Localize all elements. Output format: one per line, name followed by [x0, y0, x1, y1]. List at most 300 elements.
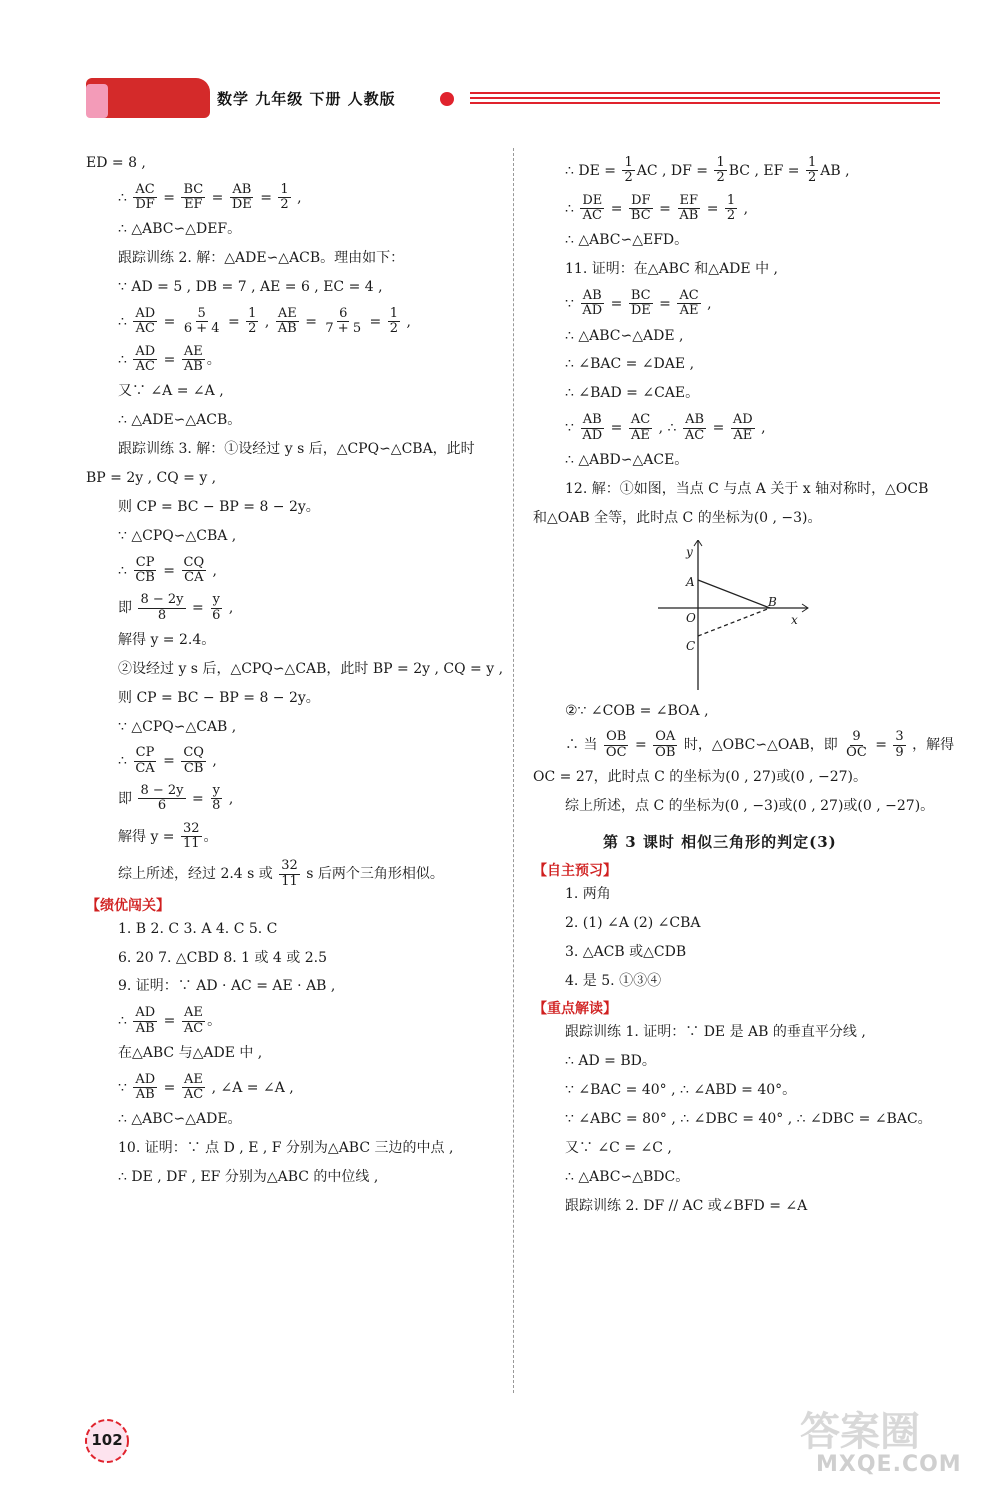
fraction	[844, 730, 869, 760]
text-run: AB ,	[820, 162, 850, 179]
fraction	[893, 730, 905, 760]
fraction-denominator: 2	[280, 197, 289, 213]
fraction-numerator: AB	[232, 181, 252, 197]
text-line	[86, 1110, 506, 1129]
section-heading: 【绩优闯关】	[86, 897, 170, 914]
fraction-numerator: 1	[624, 155, 633, 170]
text-line	[533, 797, 953, 816]
text-line	[86, 1044, 506, 1063]
text-run: =	[187, 790, 209, 807]
fraction	[806, 156, 818, 186]
fraction-numerator: AD	[135, 1071, 156, 1087]
text-line	[86, 411, 506, 430]
text-run: 。	[207, 1013, 222, 1030]
text-line	[86, 220, 506, 239]
text-run: 则 CP = BC − BP = 8 − 2y。	[118, 689, 320, 706]
fraction-denominator: AE	[733, 427, 753, 443]
text-run: ∴	[565, 200, 579, 217]
fraction-numerator: 3	[895, 729, 904, 745]
fraction	[580, 289, 604, 319]
fraction	[580, 413, 604, 443]
fraction	[323, 307, 363, 337]
fraction	[604, 730, 629, 760]
fraction	[246, 307, 258, 337]
fraction-denominator: AC	[135, 321, 155, 337]
text-line	[533, 943, 953, 962]
fraction	[210, 784, 222, 814]
fraction-denominator: 2	[807, 170, 817, 186]
text-line	[86, 382, 506, 401]
text-line	[86, 307, 506, 337]
text-run: 综上所述，经过 2.4 s 或	[118, 866, 278, 883]
text-run: =	[365, 313, 386, 330]
text-run: 。	[206, 351, 221, 368]
fraction-denominator: AE	[679, 303, 699, 319]
text-line	[86, 183, 506, 213]
fraction-numerator: AE	[184, 1071, 203, 1087]
fraction	[133, 1073, 157, 1103]
fraction-denominator: DE	[231, 197, 252, 213]
fraction	[731, 413, 755, 443]
text-run: ∵ ∠ABC = 80° , ∴ ∠DBC = 40° , ∴ ∠DBC = ∠BAC。	[565, 1111, 932, 1128]
fraction-denominator: AB	[135, 1020, 155, 1036]
fraction	[182, 1073, 205, 1103]
fraction-numerator: 9	[852, 729, 861, 745]
fraction-denominator: 6	[157, 798, 167, 814]
fraction-numerator: AC	[630, 412, 651, 428]
graph-label-b: B	[768, 594, 777, 609]
text-run: ∴ ∠BAC = ∠DAE ,	[565, 356, 695, 373]
graph-label-y: y	[686, 544, 693, 559]
text-run: ∵ AD = 5 , DB = 7 , AE = 6 , EC = 4 ,	[118, 279, 383, 296]
text-run: 即	[118, 600, 137, 617]
text-run: ∴ △ABC∽△BDC。	[565, 1168, 690, 1185]
fraction-denominator: AD	[582, 427, 603, 443]
fraction	[230, 183, 254, 213]
fraction-numerator: 1	[248, 306, 257, 322]
fraction-denominator: AE	[631, 427, 650, 443]
fraction-denominator: OC	[846, 744, 867, 760]
text-run: 又∵ ∠A = ∠A ,	[118, 383, 224, 400]
fraction	[133, 307, 157, 337]
text-line	[533, 885, 953, 904]
fraction-numerator: 8 − 2y	[140, 783, 184, 799]
text-line	[86, 1168, 506, 1187]
fraction-numerator: AD	[135, 306, 156, 322]
fraction-denominator: AB	[183, 359, 203, 375]
text-run: ,	[402, 313, 411, 330]
text-line	[86, 859, 506, 889]
fraction	[133, 183, 156, 213]
text-line	[533, 451, 953, 470]
text-run: , ∴	[654, 420, 681, 437]
text-run: ,	[292, 189, 302, 206]
text-line	[86, 977, 506, 996]
text-run: =	[870, 737, 892, 754]
fraction-numerator: 1	[807, 155, 817, 170]
fraction	[133, 1006, 157, 1036]
text-line	[533, 260, 953, 279]
left-column	[86, 150, 506, 1197]
fraction	[276, 307, 299, 337]
text-line	[533, 327, 953, 346]
fraction	[629, 289, 653, 319]
text-run: ②设经过 y s 后，△CPQ∽△CAB，此时 BP = 2y , CQ = y ,	[118, 660, 504, 677]
text-run: ∴	[118, 351, 132, 368]
fraction-numerator: 6	[339, 306, 348, 322]
text-run: 11. 证明：在△ABC 和△ADE 中 ,	[565, 261, 778, 278]
text-run: =	[158, 189, 180, 206]
text-line	[86, 498, 506, 517]
fraction-denominator: CA	[135, 760, 155, 776]
fraction	[210, 593, 222, 623]
text-run: ∵	[565, 295, 579, 312]
fraction-denominator: 2	[248, 321, 257, 337]
text-run: ,	[739, 200, 749, 217]
watermark-logo: 答案圈	[800, 1409, 920, 1455]
text-line	[86, 556, 506, 586]
fraction	[138, 593, 185, 623]
text-run: 则 CP = BC − BP = 8 − 2y。	[118, 498, 320, 515]
fraction	[278, 183, 290, 213]
text-run: =	[159, 313, 180, 330]
text-run: BC , EF =	[728, 162, 804, 179]
fraction	[182, 345, 205, 375]
fraction-numerator: AE	[184, 1005, 203, 1021]
fraction-denominator: 11	[281, 873, 298, 889]
text-run: s 后两个三角形相似。	[301, 866, 444, 883]
section-heading: 【重点解读】	[533, 1001, 617, 1018]
header-tab	[86, 78, 210, 118]
fraction-numerator: AC	[679, 287, 699, 303]
text-line	[533, 702, 953, 721]
graph-label-a: A	[686, 574, 695, 589]
fraction-denominator: CA	[184, 569, 204, 585]
text-run: =	[654, 200, 676, 217]
text-line	[533, 1081, 953, 1100]
text-run: ∴ △ABC∽△DEF。	[118, 221, 242, 238]
fraction-numerator: OB	[606, 729, 627, 745]
header-rule	[470, 92, 940, 107]
fraction-denominator: 8	[157, 607, 167, 623]
text-run: OC = 27，此时点 C 的坐标为(0 , 27)或(0 , −27)。	[533, 768, 867, 785]
page-number-badge	[82, 1416, 132, 1466]
fraction	[622, 156, 634, 186]
fraction	[133, 746, 156, 776]
fraction-denominator: AC	[582, 207, 602, 223]
text-line	[86, 660, 506, 679]
text-line	[533, 194, 953, 224]
fraction-numerator: AB	[582, 412, 602, 428]
fraction-denominator: 2	[726, 207, 736, 223]
text-line	[533, 413, 953, 443]
text-run: 在△ABC 与△ADE 中 ,	[118, 1044, 263, 1061]
text-line	[86, 718, 506, 737]
fraction-denominator: 6 + 4	[183, 321, 220, 337]
fraction-denominator: AB	[135, 1087, 155, 1103]
text-run: ②∵ ∠COB = ∠BOA ,	[565, 702, 709, 719]
watermark-url: MXQE.COM	[816, 1452, 962, 1477]
text-line	[533, 914, 953, 933]
text-run: ,	[207, 753, 217, 770]
fraction-denominator: 8	[212, 798, 221, 814]
text-run: ∴ DE , DF , EF 分别为△ABC 的中位线 ,	[118, 1169, 379, 1186]
text-run: 跟踪训练 3. 解：①设经过 y s 后，△CPQ∽△CBA，此时	[118, 441, 475, 458]
text-line	[86, 746, 506, 776]
text-run: ∴ ∠BAD = ∠CAE。	[565, 385, 700, 402]
fraction-numerator: DF	[631, 192, 651, 208]
fraction-numerator: AD	[135, 1005, 156, 1021]
text-run: ∴ △ABD∽△ACE。	[565, 451, 689, 468]
text-run: ∵ △CPQ∽△CBA ,	[118, 527, 237, 544]
text-line	[86, 440, 506, 459]
fraction-denominator: AD	[582, 303, 603, 319]
text-run: ∵	[565, 420, 579, 437]
text-run: 解得 y =	[118, 828, 179, 845]
text-line	[86, 949, 506, 968]
text-line	[533, 355, 953, 374]
text-run: =	[300, 313, 322, 330]
text-line	[86, 689, 506, 708]
text-line	[533, 1168, 953, 1187]
text-run: 4. 是 5. ①③④	[565, 972, 662, 989]
text-run: ∴	[118, 562, 132, 579]
text-run: 即	[118, 790, 137, 807]
column-divider	[513, 148, 514, 1393]
fraction	[629, 413, 652, 443]
text-run: ∴ △ABC∽△ADE。	[118, 1111, 242, 1128]
fraction-denominator: AC	[135, 359, 155, 375]
fraction-numerator: CQ	[183, 554, 205, 570]
text-run: =	[654, 295, 676, 312]
text-run: ∵ ∠BAC = 40° , ∴ ∠ABD = 40°。	[565, 1082, 797, 1099]
text-run: =	[159, 1079, 180, 1096]
text-run: ∴ △ABC∽△EFD。	[565, 232, 689, 249]
text-line	[533, 1052, 953, 1071]
fraction-numerator: CP	[135, 554, 155, 570]
text-line	[86, 822, 506, 852]
fraction-denominator: 6	[212, 607, 221, 623]
text-run: =	[606, 420, 627, 437]
text-line	[86, 527, 506, 546]
text-line	[533, 384, 953, 403]
text-run: , ∠A = ∠A ,	[207, 1079, 294, 1096]
fraction-numerator: AB	[582, 287, 602, 303]
fraction-denominator: 2	[716, 170, 725, 186]
text-run: 2. (1) ∠A (2) ∠CBA	[565, 914, 701, 931]
text-line	[533, 1139, 953, 1158]
fraction-numerator: 1	[716, 155, 725, 170]
fraction	[181, 746, 206, 776]
text-line	[86, 631, 506, 650]
text-run: ,	[260, 313, 274, 330]
fraction-denominator: 2	[389, 321, 399, 337]
section-heading: 【自主预习】	[533, 863, 617, 880]
text-run: 6. 20 7. △CBD 8. 1 或 4 或 2.5	[118, 949, 328, 966]
text-run: ，解得	[907, 737, 955, 754]
text-run: ,	[208, 562, 218, 579]
fraction-denominator: AC	[183, 1087, 204, 1103]
fraction-numerator: 1	[726, 192, 736, 208]
fraction-numerator: BC	[630, 287, 651, 303]
text-line	[533, 289, 953, 319]
text-run: =	[606, 295, 627, 312]
text-run: ∴	[118, 1013, 132, 1030]
text-line	[533, 730, 953, 760]
fraction-denominator: CB	[183, 760, 204, 776]
fraction-numerator: OA	[655, 729, 676, 745]
text-run: ∴ AD = BD。	[565, 1053, 656, 1070]
text-line	[86, 1073, 506, 1103]
fraction	[182, 556, 207, 586]
fraction-denominator: 2	[624, 170, 633, 186]
text-run: =	[187, 600, 209, 617]
text-line	[86, 920, 506, 939]
text-run: ∴	[118, 189, 132, 206]
fraction-numerator: EF	[679, 192, 699, 208]
fraction-numerator: 32	[183, 820, 200, 836]
fraction	[138, 784, 185, 814]
fraction-numerator: y	[212, 592, 220, 608]
text-line	[533, 231, 953, 250]
coordinate-graph	[533, 538, 953, 698]
fraction	[677, 194, 700, 224]
right-column	[533, 150, 953, 1226]
fraction-denominator: 7 + 5	[325, 321, 362, 337]
fraction-denominator: DE	[630, 303, 651, 319]
fraction	[279, 859, 300, 889]
text-run: 。	[203, 828, 218, 845]
text-run: 跟踪训练 2. DF // AC 或∠BFD = ∠A	[565, 1197, 808, 1214]
text-run: 跟踪训练 1. 证明：∵ DE 是 AB 的垂直平分线 ,	[565, 1024, 866, 1041]
text-line	[86, 345, 506, 375]
fraction-denominator: AC	[684, 427, 705, 443]
text-run: ∴ DE =	[565, 162, 621, 179]
fraction-denominator: OB	[655, 744, 676, 760]
fraction-numerator: AE	[183, 343, 203, 359]
graph-label-c: C	[686, 638, 696, 653]
fraction-numerator: CP	[135, 745, 155, 761]
graph-label-o: O	[686, 610, 696, 625]
text-line	[533, 156, 953, 186]
text-run: 9. 证明：∵ AD · AC = AE · AB ,	[118, 978, 336, 995]
fraction	[133, 345, 157, 375]
fraction-numerator: AD	[732, 412, 753, 428]
text-run: BP = 2y , CQ = y ,	[86, 470, 217, 487]
header-title: 数学 九年级 下册 人教版	[217, 90, 396, 108]
fraction	[677, 289, 700, 319]
fraction	[388, 307, 400, 337]
text-run: ∴	[118, 753, 132, 770]
text-run: =	[708, 420, 729, 437]
text-run: ∵	[118, 1079, 132, 1096]
text-run: ∴ 当	[565, 737, 602, 754]
fraction-denominator: 11	[183, 835, 200, 851]
text-run: =	[606, 200, 627, 217]
text-run: =	[630, 737, 652, 754]
text-line	[86, 593, 506, 623]
text-run: ,	[224, 790, 234, 807]
text-line	[86, 154, 506, 173]
fraction-numerator: 32	[281, 858, 298, 874]
text-run: ,	[224, 600, 234, 617]
fraction-numerator: y	[212, 783, 220, 799]
fraction	[181, 183, 205, 213]
text-line	[86, 469, 506, 488]
text-run: 12. 解：①如图，当点 C 与点 A 关于 x 轴对称时，△OCB	[565, 480, 929, 497]
text-run: 3. △ACB 或△CDB	[565, 943, 687, 960]
page-number: 102	[91, 1431, 123, 1449]
fraction-denominator: AC	[183, 1020, 204, 1036]
fraction-denominator: BC	[630, 207, 651, 223]
fraction	[181, 822, 202, 852]
text-line	[533, 768, 953, 787]
text-run: 解得 y = 2.4。	[118, 631, 216, 648]
fraction-numerator: 1	[280, 181, 289, 197]
text-run: =	[255, 189, 277, 206]
text-line	[86, 249, 506, 268]
fraction-denominator: 9	[895, 744, 904, 760]
text-run: ∴ △ABC∽△ADE ,	[565, 327, 684, 344]
text-run: ∴ △ADE∽△ACB。	[118, 412, 242, 429]
graph-label-x: x	[791, 612, 798, 627]
text-run: =	[207, 189, 228, 206]
header-dot	[440, 92, 454, 106]
text-run: ,	[702, 295, 712, 312]
fraction	[629, 194, 653, 224]
fraction	[133, 556, 157, 586]
text-line	[86, 1139, 506, 1158]
fraction	[653, 730, 677, 760]
fraction	[725, 194, 737, 224]
text-run: 10. 证明：∵ 点 D , E , F 分别为△ABC 三边的中点 ,	[118, 1140, 454, 1157]
fraction-denominator: EF	[184, 197, 203, 213]
fraction-denominator: AB	[277, 321, 297, 337]
text-run: =	[702, 200, 723, 217]
fraction	[714, 156, 726, 186]
text-run: ∴	[118, 313, 132, 330]
text-run: =	[158, 562, 180, 579]
lesson-title: 第 3 课时 相似三角形的判定(3)	[603, 832, 837, 851]
fraction-numerator: AD	[135, 343, 156, 359]
text-line	[533, 1110, 953, 1129]
fraction-numerator: 8 − 2y	[140, 592, 184, 608]
text-line	[533, 480, 953, 499]
text-run: 1. 两角	[565, 885, 611, 902]
text-run: 又∵ ∠C = ∠C ,	[565, 1139, 672, 1156]
fraction-denominator: AB	[679, 207, 699, 223]
text-line	[86, 784, 506, 814]
text-line	[533, 972, 953, 991]
text-run: ED = 8 ,	[86, 155, 146, 171]
fraction-numerator: AB	[685, 412, 705, 428]
fraction-numerator: BC	[183, 181, 204, 197]
fraction	[182, 1006, 205, 1036]
text-run: 跟踪训练 2. 解：△ADE∽△ACB。理由如下：	[118, 250, 405, 267]
text-run: 综上所述，点 C 的坐标为(0 , −3)或(0 , 27)或(0 , −27)。	[565, 797, 935, 814]
fraction-numerator: AC	[135, 181, 155, 197]
fraction-numerator: 5	[197, 306, 206, 322]
text-run: 1. B 2. C 3. A 4. C 5. C	[118, 920, 278, 937]
fraction	[580, 194, 604, 224]
text-run: =	[159, 351, 180, 368]
fraction-numerator: AE	[277, 306, 297, 322]
text-run: 和△OAB 全等，此时点 C 的坐标为(0 , −3)。	[533, 509, 822, 526]
text-run: =	[223, 313, 245, 330]
fraction-numerator: CQ	[183, 745, 204, 761]
fraction-denominator: OC	[605, 744, 627, 760]
text-run: =	[158, 753, 180, 770]
